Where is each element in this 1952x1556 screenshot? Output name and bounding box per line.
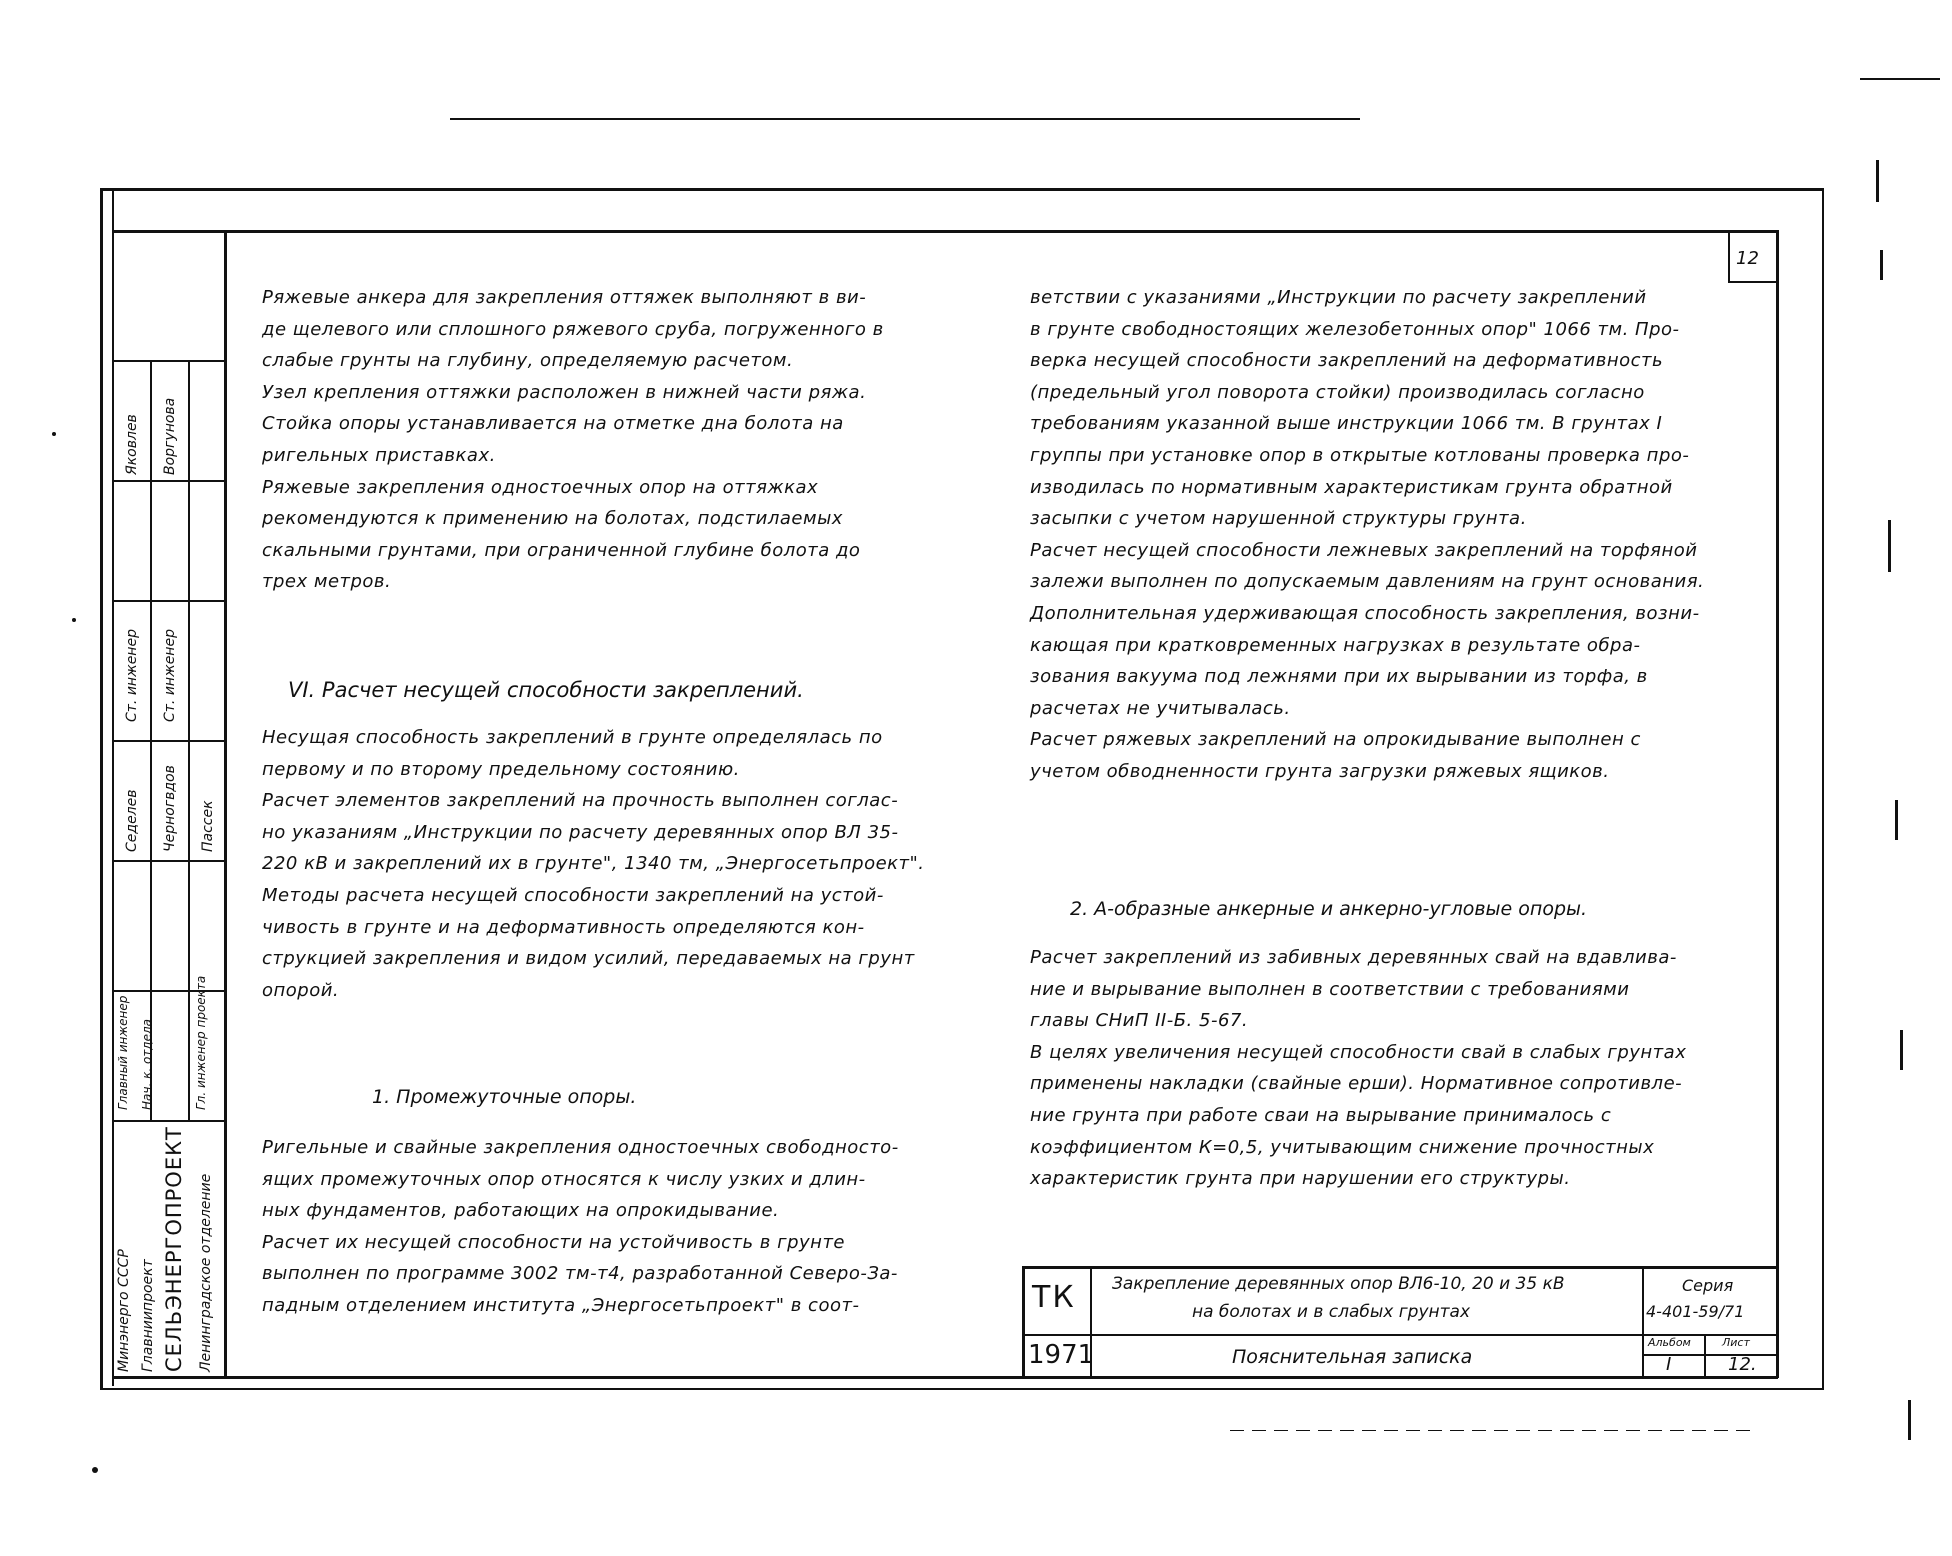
scan-vertical-mark	[1880, 250, 1883, 280]
sheet-label: Лист	[1722, 1336, 1750, 1349]
text-line: Ригельные и свайные закрепления одностоечных свободносто-	[262, 1137, 899, 1158]
text-line: струкцией закрепления и видом усилий, передаваемых на грунт	[262, 948, 915, 970]
scan-vertical-mark	[1888, 520, 1891, 572]
text-line: ных фундаментов, работающих на опрокидывание.	[262, 1200, 780, 1222]
scan-dot	[72, 618, 76, 622]
title-year: 1971	[1028, 1340, 1095, 1370]
text-line: применены накладки (свайные ерши). Нормативное сопротивле-	[1030, 1073, 1683, 1095]
scan-vertical-mark	[1895, 800, 1898, 840]
text-line: учетом обводненности грунта загрузки ряжевых ящиков.	[1030, 760, 1610, 782]
series-label: Серия	[1682, 1276, 1734, 1295]
text-line: но указаниям „Инструкции по расчету деревянных опор ВЛ 35-	[262, 821, 899, 843]
title-block	[1022, 1266, 1778, 1378]
scan-dot	[92, 1467, 98, 1473]
text-line: ящих промежуточных опор относятся к числу узких и длин-	[262, 1168, 866, 1190]
stamp-row-line	[112, 1120, 226, 1122]
text-line: кающая при кратковременных нагрузках в результате обра-	[1030, 634, 1641, 656]
stamp-row-line	[112, 600, 226, 602]
stamp-name: Яковлев	[124, 414, 140, 475]
outer-frame-top	[100, 188, 1822, 191]
frame-right-outer	[1822, 188, 1824, 1388]
text-line: ригельных приставках.	[262, 444, 496, 466]
left-paragraph-1	[262, 282, 884, 598]
text-line: 220 кВ и закреплений их в грунте", 1340 тм, „Энергосетьпроект".	[262, 853, 925, 875]
text-line: ветствии с указаниями „Инструкции по расчету закреплений	[1030, 287, 1647, 308]
text-line: Расчет несущей способности лежневых закреплений на торфяной	[1030, 539, 1698, 561]
stamp-row-line	[112, 860, 226, 862]
text-line: Ряжевые анкера для закрепления оттяжек выполняют в ви-	[262, 287, 867, 308]
text-line: ние грунта при работе сваи на вырывание принималось с	[1030, 1104, 1612, 1126]
text-line: (предельный угол поворота стойки) производилась согласно	[1030, 381, 1645, 403]
stamp-row-line	[112, 480, 226, 482]
stamp-name: Черногвдов	[162, 765, 178, 852]
inner-frame-left	[112, 190, 114, 1386]
title-line-2: на болотах и в слабых грунтах	[1192, 1302, 1471, 1322]
document-name: Пояснительная записка	[1232, 1346, 1473, 1368]
text-line: Дополнительная удерживающая способность закрепления, возни-	[1030, 602, 1700, 624]
title-block-cell	[1642, 1354, 1778, 1356]
text-line: Методы расчета несущей способности закреплений на устой-	[262, 884, 884, 906]
text-line: требованиям указанной выше инструкции 1066 тм. В грунтах I	[1030, 413, 1663, 435]
album-value: I	[1666, 1354, 1672, 1375]
scan-dot	[52, 432, 56, 436]
text-line: главы СНиП II-Б. 5-67.	[1030, 1010, 1249, 1032]
inner-frame-top	[112, 230, 1776, 233]
text-line: зования вакуума под лежнями при их вырывании из торфа, в	[1030, 666, 1648, 688]
outer-frame-left	[100, 188, 103, 1388]
text-line: изводилась по нормативным характеристикам грунта обратной	[1030, 476, 1673, 498]
title-block-top	[1022, 1266, 1778, 1269]
page-number-box-bottom	[1728, 281, 1778, 283]
frame-right	[1776, 230, 1779, 1378]
stamp-org: Минэнерго СССР	[116, 1249, 132, 1372]
left-paragraph-2	[262, 722, 925, 1006]
stamp-row-line	[112, 990, 226, 992]
scan-vertical-mark	[1900, 1030, 1903, 1070]
stamp-row-line	[112, 740, 226, 742]
title-block-col	[1642, 1266, 1644, 1378]
subheading-a-frame: 2. А-образные анкерные и анкерно-угловые опоры.	[1070, 898, 1588, 920]
text-line: слабые грунты на глубину, определяемую расчетом.	[262, 350, 794, 372]
text-line: трех метров.	[262, 571, 392, 593]
stamp-row-line	[112, 360, 226, 362]
text-line: падным отделением института „Энергосетьпроект" в соот-	[262, 1294, 860, 1316]
text-line: характеристик грунта при нарушении его структуры.	[1030, 1168, 1571, 1190]
text-line: расчетах не учитывалась.	[1030, 697, 1291, 719]
text-line: Несущая способность закреплений в грунте определялась по	[262, 727, 883, 748]
scan-bottom-dashes	[1230, 1430, 1750, 1431]
stamp-org-main: СЕЛЬЭНЕРГОПРОЕКТ	[162, 1126, 186, 1372]
text-line: первому и по второму предельному состоянию.	[262, 758, 740, 780]
stamp-column-border	[224, 232, 227, 1378]
stamp-role: Главный инженер	[116, 995, 130, 1110]
outer-frame-bottom	[100, 1388, 1824, 1390]
stamp-role: Нач. к. отдела	[140, 1018, 154, 1110]
text-line: Расчет ряжевых закреплений на опрокидывание выполнен с	[1030, 729, 1641, 751]
series-number: 4-401-59/71	[1646, 1302, 1745, 1321]
stamp-name: Седелев	[124, 789, 140, 852]
text-line: Узел крепления оттяжки расположен в нижней части ряжа.	[262, 381, 867, 403]
scan-vertical-mark	[1876, 160, 1879, 202]
text-line: Расчет элементов закреплений на прочность выполнен соглас-	[262, 790, 899, 812]
text-line: чивость в грунте и на деформативность определяются кон-	[262, 916, 865, 938]
scan-vertical-mark	[1908, 1400, 1911, 1440]
album-label: Альбом	[1648, 1336, 1691, 1349]
title-code: ТК	[1032, 1280, 1076, 1315]
stamp-org: Главниипроект	[140, 1259, 156, 1372]
text-line: группы при установке опор в открытые котлованы проверка про-	[1030, 444, 1690, 466]
text-line: скальными грунтами, при ограниченной глубине болота до	[262, 539, 861, 561]
section-heading: VI. Расчет несущей способности закреплений.	[288, 678, 804, 702]
text-line: ние и вырывание выполнен в соответствии с требованиями	[1030, 978, 1630, 1000]
right-paragraph-1	[1030, 282, 1704, 788]
text-line: в грунте свободностоящих железобетонных опор" 1066 тм. Про-	[1030, 318, 1680, 340]
sheet-value: 12.	[1728, 1354, 1757, 1375]
title-block-cell	[1704, 1334, 1706, 1378]
text-line: В целях увеличения несущей способности свай в слабых грунтах	[1030, 1041, 1687, 1063]
stamp-role: Гл. инженер проекта	[194, 975, 208, 1110]
stamp-role: Ст. инженер	[124, 629, 140, 722]
stamp-role: Ст. инженер	[162, 629, 178, 722]
title-block-left	[1022, 1266, 1025, 1378]
title-line-1: Закрепление деревянных опор ВЛ6-10, 20 и 35 кВ	[1112, 1274, 1565, 1294]
text-line: верка несущей способности закреплений на деформативность	[1030, 350, 1664, 372]
text-line: коэффициентом К=0,5, учитывающим снижение прочностных	[1030, 1136, 1655, 1158]
right-paragraph-2	[1030, 942, 1686, 1195]
text-line: засыпки с учетом нарушенной структуры грунта.	[1030, 508, 1527, 530]
stamp-name: Воргунова	[162, 397, 178, 475]
text-line: де щелевого или сплошного ряжевого сруба, погруженного в	[262, 318, 884, 340]
stamp-name: Пассек	[200, 800, 216, 852]
left-paragraph-3	[262, 1132, 899, 1322]
stamp-org: Ленинградское отделение	[198, 1173, 214, 1372]
text-line: опорой.	[262, 979, 340, 1001]
subheading-intermediate: 1. Промежуточные опоры.	[372, 1086, 637, 1108]
text-line: Расчет их несущей способности на устойчивость в грунте	[262, 1231, 846, 1253]
text-line: рекомендуются к применению на болотах, подстилаемых	[262, 508, 843, 530]
scan-top-line	[450, 118, 1360, 120]
scan-top-right-line	[1860, 78, 1940, 80]
text-line: залежи выполнен по допускаемым давлениям на грунт основания.	[1030, 571, 1705, 593]
page-number-box-left	[1728, 232, 1730, 282]
text-line: Расчет закреплений из забивных деревянных свай на вдавлива-	[1030, 947, 1677, 968]
text-line: Ряжевые закрепления одностоечных опор на оттяжках	[262, 476, 819, 498]
text-line: выполнен по программе 3002 тм-т4, разработанной Северо-За-	[262, 1263, 898, 1285]
page-number: 12	[1736, 248, 1759, 269]
text-line: Стойка опоры устанавливается на отметке дна болота на	[262, 413, 844, 435]
